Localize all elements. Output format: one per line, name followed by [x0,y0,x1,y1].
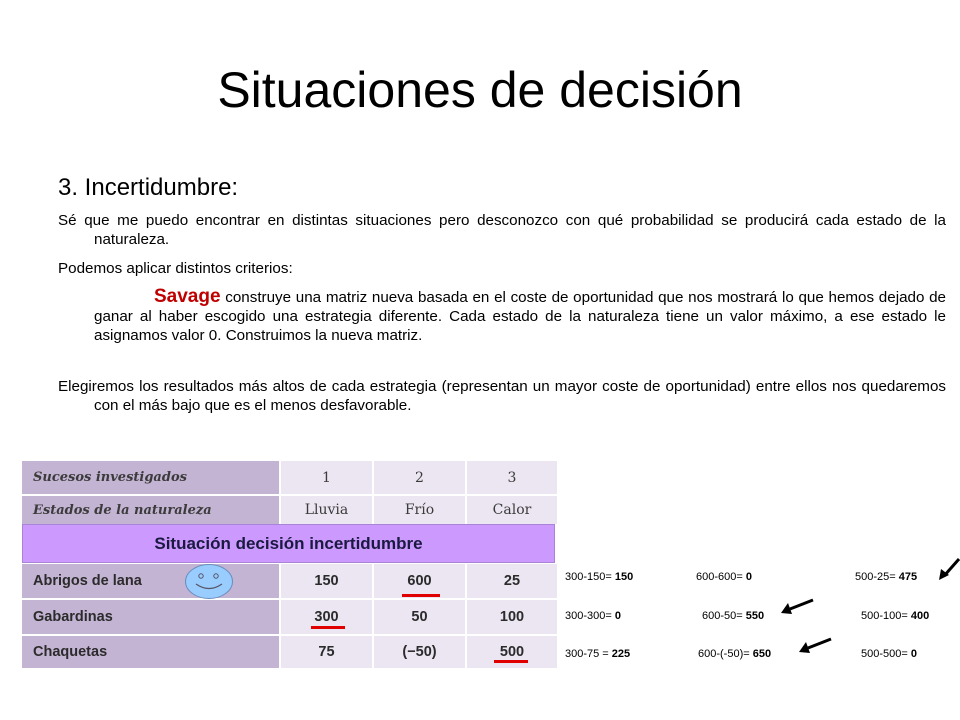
calc-r2c3: 500-100= 400 [861,610,930,622]
section-heading: 3. Incertidumbre: [58,174,239,201]
arrow-row2-icon [780,598,814,616]
cell-chaquetas-lluvia: 75 [281,636,372,668]
calc-r3c1: 300-75 = 225 [565,648,631,660]
row-label-chaquetas: Chaquetas [22,636,279,668]
cell-abrigos-frio: 600 [374,564,465,598]
max-underline-lluvia [311,626,345,629]
calc-r1c2: 600-600= 0 [696,571,752,583]
savage-description: construye una matriz nueva basada en el coste de oportunidad que nos mostrará lo que hemos dejado de ganar al haber escogido una estrategia diferente. Cada estado de la naturaleza tiene un valor máximo, a ese estado le asignamos valor 0. Construimos la nueva matriz. [94,289,946,344]
cell-abrigos-lluvia: 150 [281,564,372,598]
max-underline-calor [494,660,528,663]
calc-r2c1: 300-300= 0 [565,610,621,622]
header-label-sucesos: Sucesos investigados [22,461,279,494]
decision-table [22,461,557,668]
arrow-row3-icon [798,637,832,655]
header-suceso-2: 2 [374,461,465,494]
slide-title: Situaciones de decisión [217,62,743,118]
header-estado-lluvia: Lluvia [281,496,372,524]
cell-chaquetas-frio: (−50) [374,636,465,668]
calc-r1c3: 500-25= 475 [855,571,918,583]
cell-gabardinas-calor: 100 [467,600,557,634]
arrow-row1-icon [938,557,960,581]
savage-term: Savage [154,286,221,307]
cell-chaquetas-calor: 500 [467,636,557,668]
header-label-estados: Estados de la naturaleza [22,496,279,524]
header-suceso-1: 1 [281,461,372,494]
header-estado-calor: Calor [467,496,557,524]
calc-r1c1: 300-150= 150 [565,571,634,583]
paragraph-uncertainty: Sé que me puedo encontrar en distintas situaciones pero desconozco con qué probabilidad se producirá cada estado de la naturaleza. [58,212,946,248]
cell-gabardinas-frio: 50 [374,600,465,634]
max-underline-frio [402,594,440,597]
calc-r2c2: 600-50= 550 [702,610,765,622]
cell-gabardinas-lluvia: 300 [281,600,372,634]
calc-r3c2: 600-(-50)= 650 [698,648,772,660]
paragraph-savage [58,287,946,345]
smiley-face-icon [184,563,234,600]
calc-r3c3: 500-500= 0 [861,648,917,660]
header-suceso-3: 3 [467,461,557,494]
row-label-gabardinas: Gabardinas [22,600,279,634]
row-label-abrigos: Abrigos de lana [22,564,279,598]
paragraph-choose: Elegiremos los resultados más altos de cada estrategia (representan un mayor coste de oportunidad) entre ellos nos quedaremos con el más bajo que es el menos desfavorable. [58,378,946,414]
header-estado-frio: Frío [374,496,465,524]
cell-abrigos-calor: 25 [467,564,557,598]
paragraph-criteria: Podemos aplicar distintos criterios: [58,260,293,277]
decision-banner: Situación decisión incertidumbre [22,524,555,563]
